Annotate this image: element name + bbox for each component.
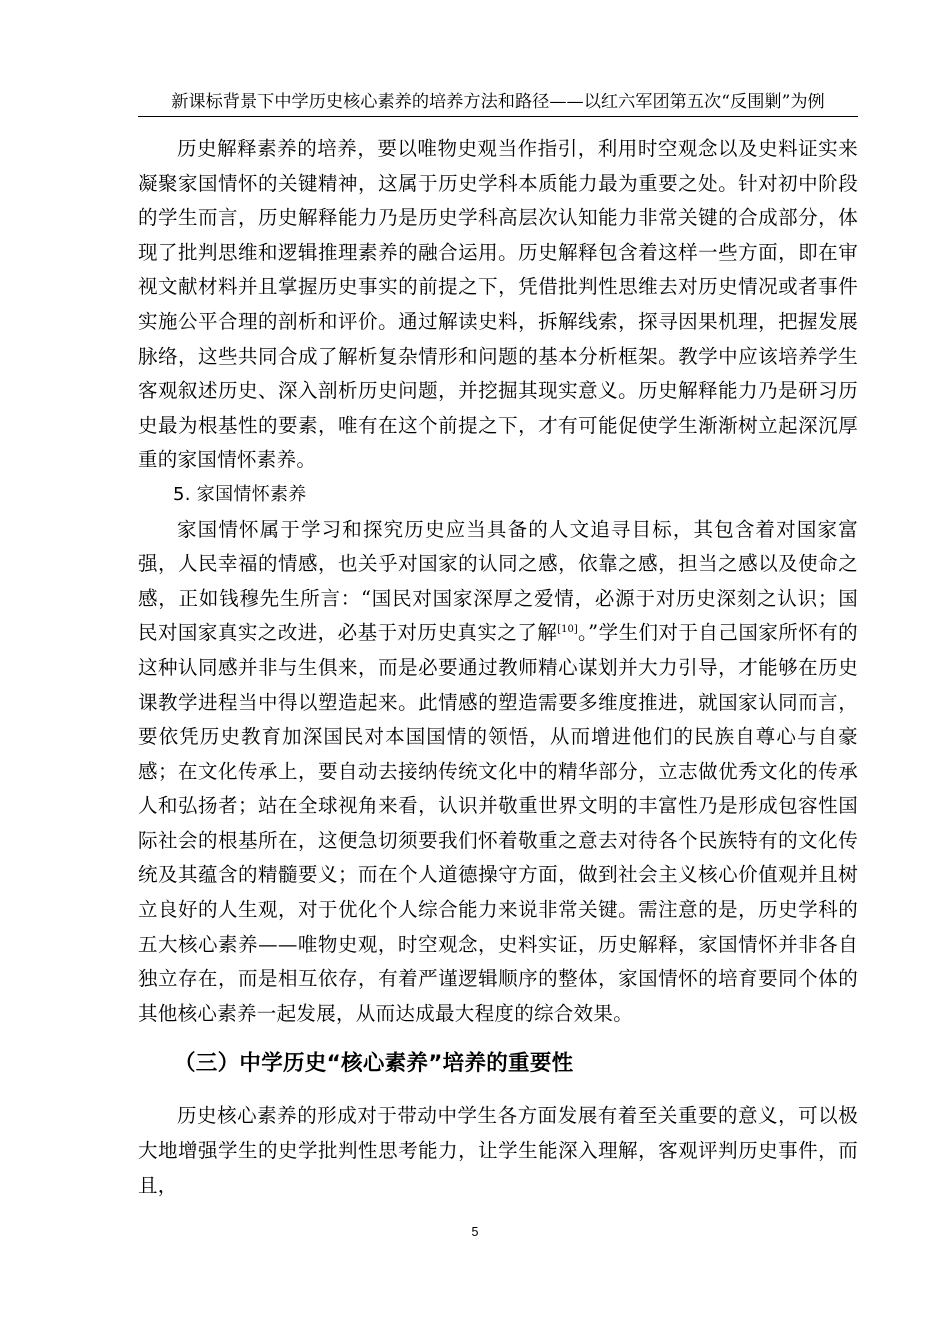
- paragraph-text-part2: 。”学生们对于自己国家所怀有的这种认同感并非与生俱来，而是必要通过教师精心谋划并大力引导，才能够在历史课教学进程当中得以塑造起来。此情感的塑造需要多维度推进，就国家认同而言，要依凭历史教育加深国民对本国国情的领悟，从而增进他们的民族自尊心与自豪感；在文化传承上，要自动去接纳传统文化中的精华部分，立志做优秀文化的传承人和弘扬者；站在全球视角来看，认识并敬重世界文明的丰富性乃是形成包容性国际社会的根基所在，这便急切须要我们怀着敬重之意去对待各个民族特有的文化传统及其蕴含的精髓要义；而在个人道德操守方面，做到社会主义核心价值观并且树立良好的人生观，对于优化个人综合能力来说非常关键。需注意的是，历史学科的五大核心素养——唯物史观，时空观念，史料实证，历史解释，家国情怀并非各自独立存在，而是相互依存，有着严谨逻辑顺序的整体，家国情怀的培育要同个体的其他核心素养一起发展，从而达成最大程度的综合效果。: [138, 621, 858, 1025]
- header-rule: [138, 116, 858, 117]
- paragraph-family-country: [138, 513, 858, 1032]
- running-header: 新课标背景下中学历史核心素养的培养方法和路径——以红六军团第五次“反围剿”为例: [171, 92, 825, 112]
- paragraph-history-interpretation: 历史解释素养的培养，要以唯物史观当作指引，利用时空观念以及史料证实来凝聚家国情怀的关键精神，这属于历史学科本质能力最为重要之处。针对初中阶段的学生而言，历史解释能力乃是历史学科高层次认知能力非常关键的合成部分，体现了批判思维和逻辑推理素养的融合运用。历史解释包含着这样一些方面，即在审视文献材料并且掌握历史事实的前提之下，凭借批判性思维去对历史情况或者事件实施公平合理的剖析和评价。通过解读史料，拆解线索，探寻因果机理，把握发展脉络，这些共同合成了解析复杂情形和问题的基本分析框架。教学中应该培养学生客观叙述历史、深入剖析历史问题，并挖掘其现实意义。历史解释能力乃是研习历史最为根基性的要素，唯有在这个前提之下，才有可能促使学生渐渐树立起深沉厚重的家国情怀素养。: [138, 137, 858, 472]
- citation-ref: [10]: [557, 624, 578, 636]
- section-heading-importance: （三）中学历史“核心素养”培养的重要性: [174, 1051, 574, 1077]
- page-body: [138, 132, 858, 1203]
- item-heading-family-country: 5. 家国情怀素养: [173, 483, 307, 505]
- page-number: 5: [471, 1225, 479, 1239]
- paragraph-text-part1: 家国情怀属于学习和探究历史应当具备的人文追寻目标，其包含着对国家富强，人民幸福的情感，也关乎对国家的认同之感，依靠之感，担当之感以及使命之感，正如钱穆先生所言：“国民对国家深厚之爱情，必源于对历史深刻之认识；国民对国家真实之改进，必基于对历史真实之了解: [138, 517, 858, 645]
- paragraph-importance: 历史核心素养的形成对于带动中学生各方面发展有着至关重要的意义，可以极大地增强学生的史学批判性思考能力，让学生能深入理解，客观评判历史事件，而且，: [138, 1104, 858, 1197]
